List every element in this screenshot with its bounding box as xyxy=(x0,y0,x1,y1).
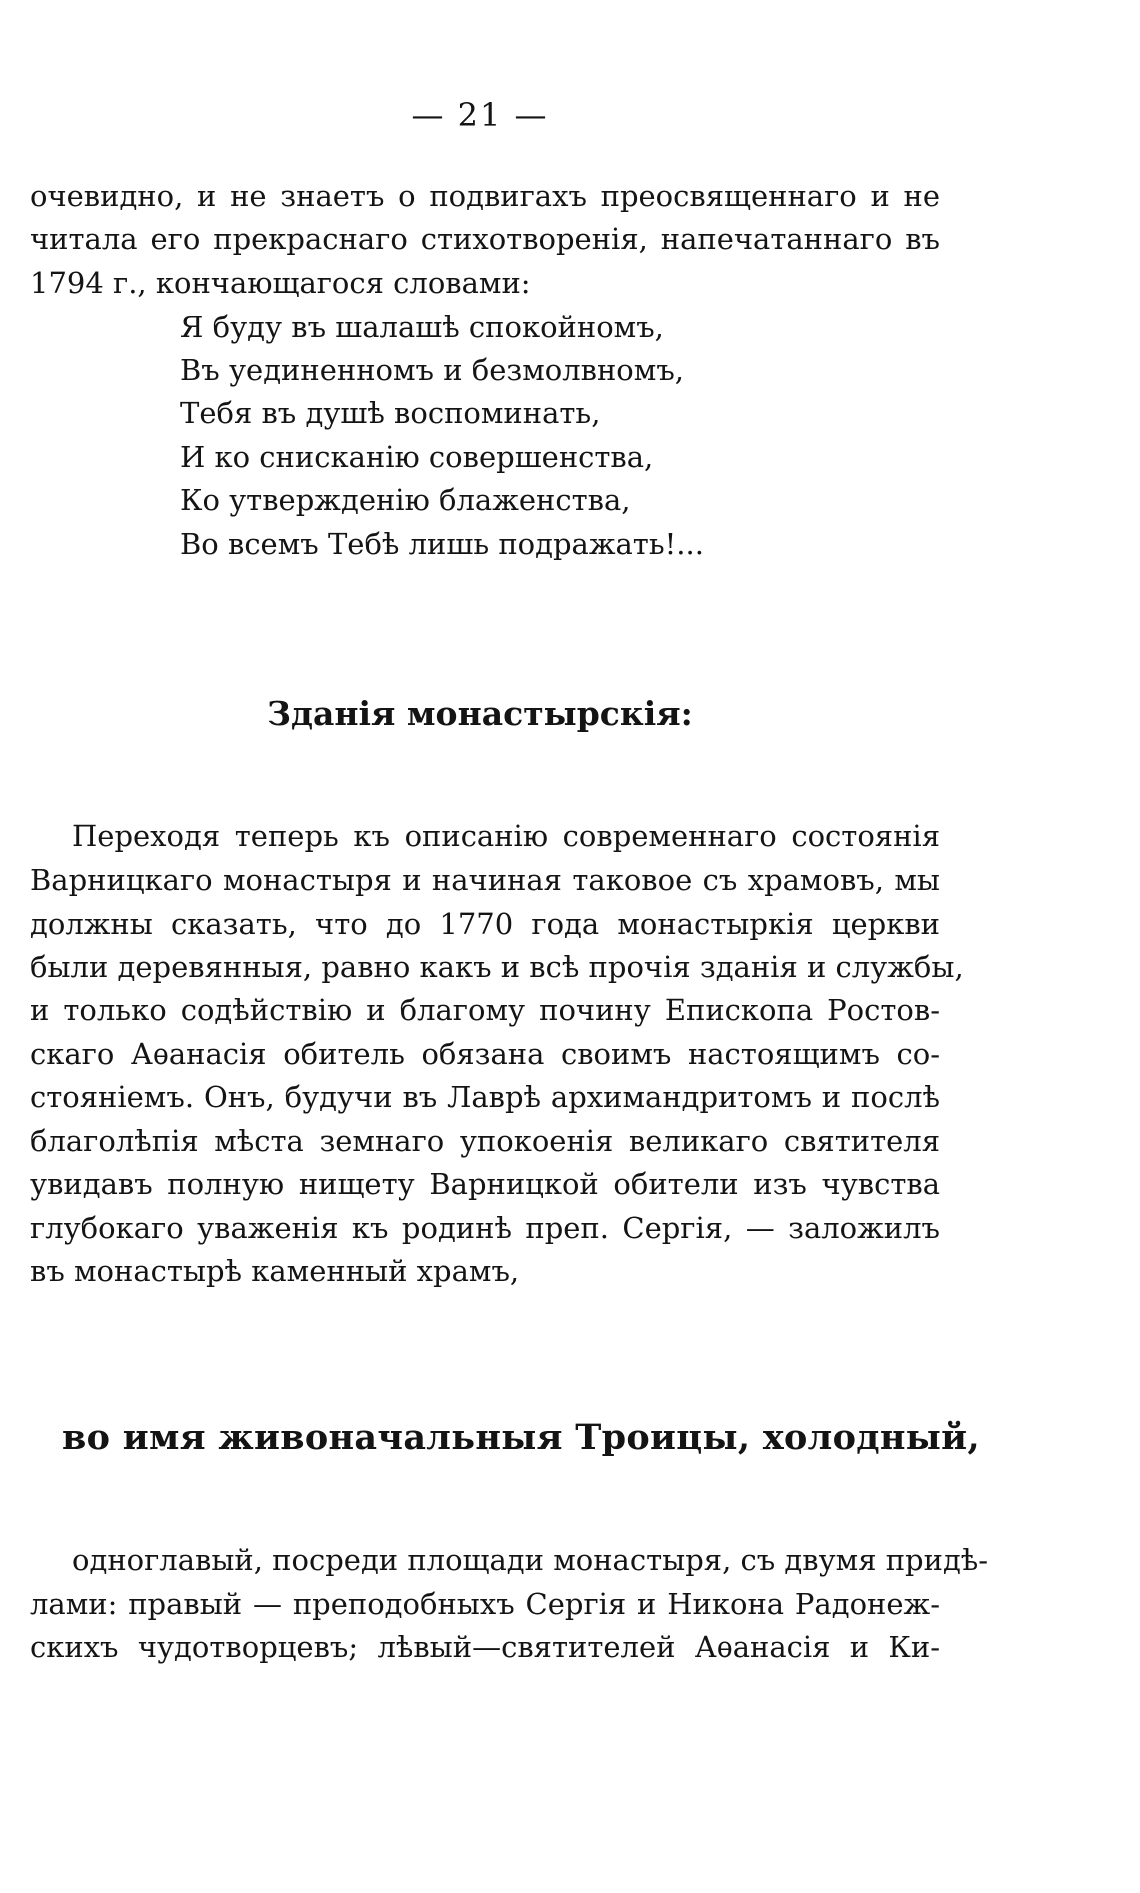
intro-line: читала его прекраснаго стихотворенія, напечатаннаго въ xyxy=(30,222,940,256)
section-line: должны сказать, что до 1770 года монастыркія церкви xyxy=(30,907,940,941)
final-line: скихъ чудотворцевъ; лѣвый—святителей Аѳанасія и Ки- xyxy=(30,1630,940,1664)
verse-line: Я буду въ шалашѣ спокойномъ, xyxy=(180,310,664,344)
section-line: стояніемъ. Онъ, будучи въ Лаврѣ архимандритомъ и послѣ xyxy=(30,1080,940,1114)
section-line: были деревянныя, равно какъ и всѣ прочія зданія и службы, xyxy=(30,950,964,984)
verse-line: Во всемъ Тебѣ лишь подражать!... xyxy=(180,527,704,561)
section-line: Переходя теперь къ описанію современнаго состоянія xyxy=(72,819,940,853)
verse-line: Въ уединенномъ и безмолвномъ, xyxy=(180,353,684,387)
page-number: — 21 — xyxy=(411,96,549,134)
section-line: благолѣпія мѣста земнаго упокоенія великаго святителя xyxy=(30,1124,940,1158)
section-line: Варницкаго монастыря и начиная таковое съ храмовъ, мы xyxy=(30,863,940,897)
intro-line: очевидно, и не знаетъ о подвигахъ преосвященнаго и не xyxy=(30,179,940,213)
intro-line: 1794 г., кончающагося словами: xyxy=(30,266,531,300)
final-line: лами: правый — преподобныхъ Сергія и Никона Радонеж- xyxy=(30,1587,940,1621)
section-heading: Зданія монастырскія: xyxy=(267,694,693,733)
final-line: одноглавый, посреди площади монастыря, съ двумя придѣ- xyxy=(72,1543,989,1577)
section-line: скаго Аѳанасія обитель обязана своимъ настоящимъ со- xyxy=(30,1037,940,1071)
section-line: глубокаго уваженія къ родинѣ преп. Сергія, — заложилъ xyxy=(30,1211,940,1245)
subheading: во имя живоначальныя Троицы, холодный, xyxy=(62,1417,980,1458)
section-line: и только содѣйствію и благому почину Епископа Ростов- xyxy=(30,993,940,1027)
verse-line: И ко снисканію совершенства, xyxy=(180,440,654,474)
section-line: въ монастырѣ каменный храмъ, xyxy=(30,1254,520,1288)
verse-line: Ко утвержденію блаженства, xyxy=(180,483,631,517)
verse-line: Тебя въ душѣ воспоминать, xyxy=(180,396,601,430)
section-line: увидавъ полную нищету Варницкой обители изъ чувства xyxy=(30,1167,940,1201)
